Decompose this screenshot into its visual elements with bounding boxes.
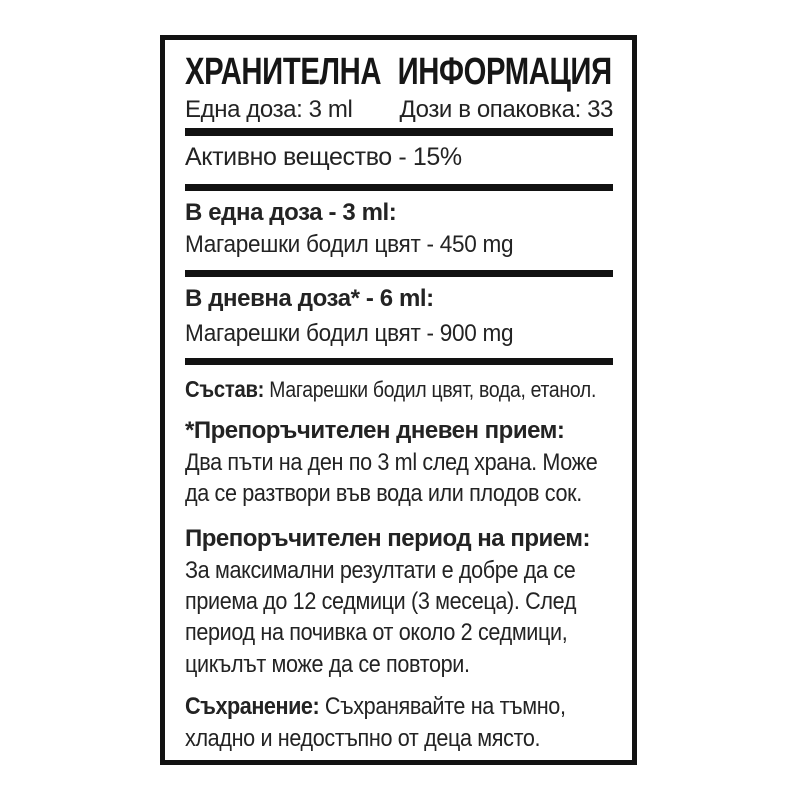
period-line: За максимални резултати е добре да се bbox=[185, 557, 576, 584]
storage-text: Съхранявайте на тъмно, bbox=[324, 693, 566, 720]
divider-2 bbox=[185, 184, 613, 191]
servings-per-package: Дози в опаковка: 33 bbox=[399, 96, 613, 123]
period-line: приема до 12 седмици (3 месеца). След bbox=[185, 588, 577, 615]
composition-text: Магарешки бодил цвят, вода, етанол. bbox=[269, 377, 597, 402]
divider-1 bbox=[185, 128, 613, 136]
composition-label: Състав: bbox=[185, 376, 265, 402]
per-daily-dose-heading: В дневна доза* - 6 ml: bbox=[185, 285, 434, 312]
per-dose-ingredient: Магарешки бодил цвят - 450 mg bbox=[185, 231, 514, 258]
per-dose-heading: В една доза - 3 ml: bbox=[185, 199, 397, 226]
serving-row bbox=[185, 97, 613, 123]
serving-size: Една доза: 3 ml bbox=[185, 96, 353, 123]
label-title: ХРАНИТЕЛНА ИНФОРМАЦИЯ bbox=[185, 51, 612, 93]
period-line: период на почивка от около 2 седмици, bbox=[185, 619, 568, 646]
active-substance: Активно вещество - 15% bbox=[185, 143, 462, 171]
storage-line bbox=[185, 691, 566, 722]
composition-line bbox=[185, 374, 596, 405]
daily-intake-line: да се разтвори във вода или плодов сок. bbox=[185, 480, 582, 507]
period-heading: Препоръчителен период на прием: bbox=[185, 525, 591, 552]
daily-intake-line: Два пъти на ден по 3 ml след храна. Може bbox=[185, 449, 598, 476]
daily-intake-heading: *Препоръчителен дневен прием: bbox=[185, 417, 565, 444]
storage-label: Съхранение: bbox=[185, 693, 320, 720]
divider-4 bbox=[185, 358, 613, 365]
divider-3 bbox=[185, 270, 613, 277]
nutrition-label bbox=[160, 35, 637, 765]
per-daily-dose-ingredient: Магарешки бодил цвят - 900 mg bbox=[185, 320, 514, 347]
storage-line: хладно и недостъпно от деца място. bbox=[185, 725, 541, 752]
period-line: цикълът може да се повтори. bbox=[185, 651, 470, 678]
